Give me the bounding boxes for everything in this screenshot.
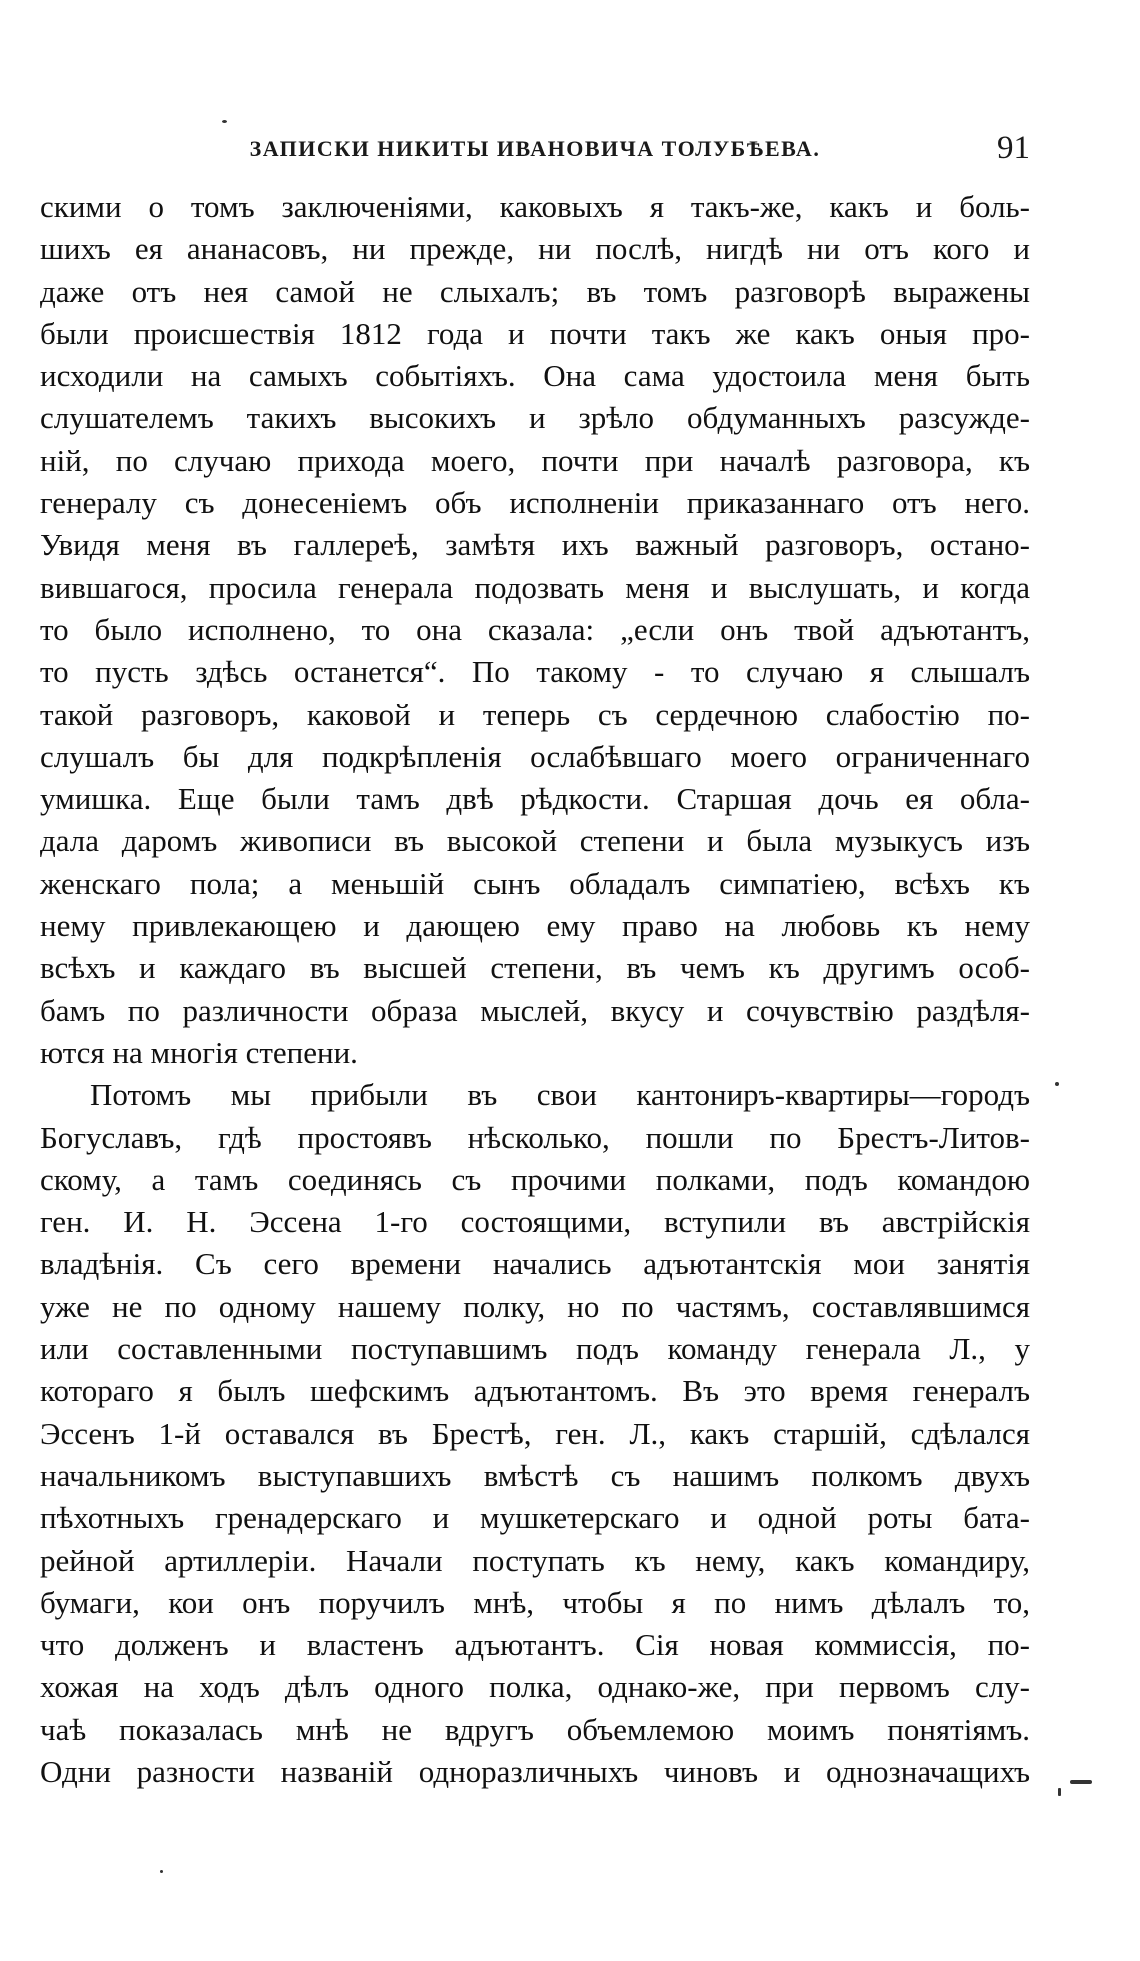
text-line: Эссенъ 1-й оставался въ Брестѣ, ген. Л., какъ старшій, сдѣлался [40,1415,1030,1451]
scan-speck [1055,1082,1059,1086]
text-line: были происшествія 1812 года и почти такъ же какъ оныя про- [40,315,1030,351]
text-line: или составленными поступавшимъ подъ команду генерала Л., у [40,1331,1030,1367]
text-line: что долженъ и властенъ адъютантъ. Сія новая коммиссія, по- [40,1627,1030,1663]
text-line: пѣхотныхъ гренадерскаго и мушкетерскаго и одной роты бата- [40,1500,1030,1536]
text-line: шихъ ея ананасовъ, ни прежде, ни послѣ, нигдѣ ни отъ кого и [40,231,1030,267]
text-line: бумаги, кои онъ поручилъ мнѣ, чтобы я по нимъ дѣлалъ то, [40,1584,1030,1620]
text-line: ются на многія степени. [40,1034,358,1070]
text-line: умишка. Еще были тамъ двѣ рѣдкости. Старшая дочь ея обла- [40,781,1030,817]
paragraph-2 [40,1074,1030,1793]
body-text [40,186,1030,1793]
text-line: даже отъ нея самой не слыхалъ; въ томъ разговорѣ выражены [40,273,1030,309]
text-line: всѣхъ и каждаго въ высшей степени, въ чемъ къ другимъ особ- [40,950,1030,986]
text-line: генералу съ донесеніемъ объ исполненіи приказаннаго отъ него. [40,485,1030,521]
text-line: Потомъ мы прибыли въ свои кантониръ-квартиры—городъ [90,1077,1030,1113]
text-line: скими о томъ заключеніями, каковыхъ я такъ-же, какъ и боль- [40,189,1030,224]
text-line: бамъ по различности образа мыслей, вкусу и сочувствію раздѣля- [40,992,1030,1028]
text-line: уже не по одному нашему полку, но по частямъ, составлявшимся [40,1288,1030,1324]
text-line: нему привлекающею и дающею ему право на любовь къ нему [40,908,1030,944]
text-line: хожая на ходъ дѣлъ одного полка, однако-же, при первомъ слу- [40,1669,1030,1705]
scan-speck [1070,1780,1092,1784]
text-line: владѣнія. Съ сего времени начались адъютантскія мои занятія [40,1246,1030,1282]
text-line: котораго я былъ шефскимъ адъютантомъ. Въ это время генералъ [40,1373,1030,1409]
text-line: рейной артиллеріи. Начали поступать къ нему, какъ командиру, [40,1542,1030,1578]
paragraph-1 [40,186,1030,1074]
text-line: начальникомъ выступавшихъ вмѣстѣ съ нашимъ полкомъ двухъ [40,1457,1030,1493]
text-line: Одни разности названій одноразличныхъ чиновъ и однозначащихъ [40,1753,1030,1789]
text-line: ній, по случаю прихода моего, почти при началѣ разговора, къ [40,442,1030,478]
scan-speck [160,1870,163,1873]
running-title: ЗАПИСКИ НИКИТЫ ИВАНОВИЧА ТОЛУБѢЕВА. [249,136,821,161]
text-line: Увидя меня въ галлереѣ, замѣтя ихъ важный разговоръ, остано- [40,527,1030,563]
text-line: женскаго пола; а меньшій сынъ обладалъ симпатіею, всѣхъ къ [40,865,1030,901]
text-line: дала даромъ живописи въ высокой степени и была музыкусъ изъ [40,823,1030,859]
text-line: слушалъ бы для подкрѣпленія ослабѣвшаго моего ограниченнаго [40,738,1030,774]
text-line: чаѣ показалась мнѣ не вдругъ объемлемою моимъ понятіямъ. [40,1711,1030,1747]
text-line: Богуславъ, гдѣ простоявъ нѣсколько, пошли по Брестъ-Литов- [40,1119,1030,1155]
text-line: вившагося, просила генерала подозвать меня и выслушать, и когда [40,569,1030,605]
text-line: слушателемъ такихъ высокихъ и зрѣло обдуманныхъ разсужде- [40,400,1030,436]
scan-speck [222,120,227,123]
text-line: то было исполнено, то она сказала: „если онъ твой адъютантъ, [40,611,1030,647]
running-header [40,130,1030,170]
text-line: такой разговоръ, каковой и теперь съ сердечною слабостію по- [40,696,1030,732]
scan-speck [1058,1788,1061,1796]
page-number: 91 [997,130,1030,166]
text-line: ген. И. Н. Эссена 1-го состоящими, вступили въ австрійскія [40,1204,1030,1240]
text-line: скому, а тамъ соединясь съ прочими полками, подъ командою [40,1161,1030,1197]
text-line: исходили на самыхъ событіяхъ. Она сама удостоила меня быть [40,358,1030,394]
text-line: то пусть здѣсь останется“. По такому - то случаю я слышалъ [40,654,1030,690]
